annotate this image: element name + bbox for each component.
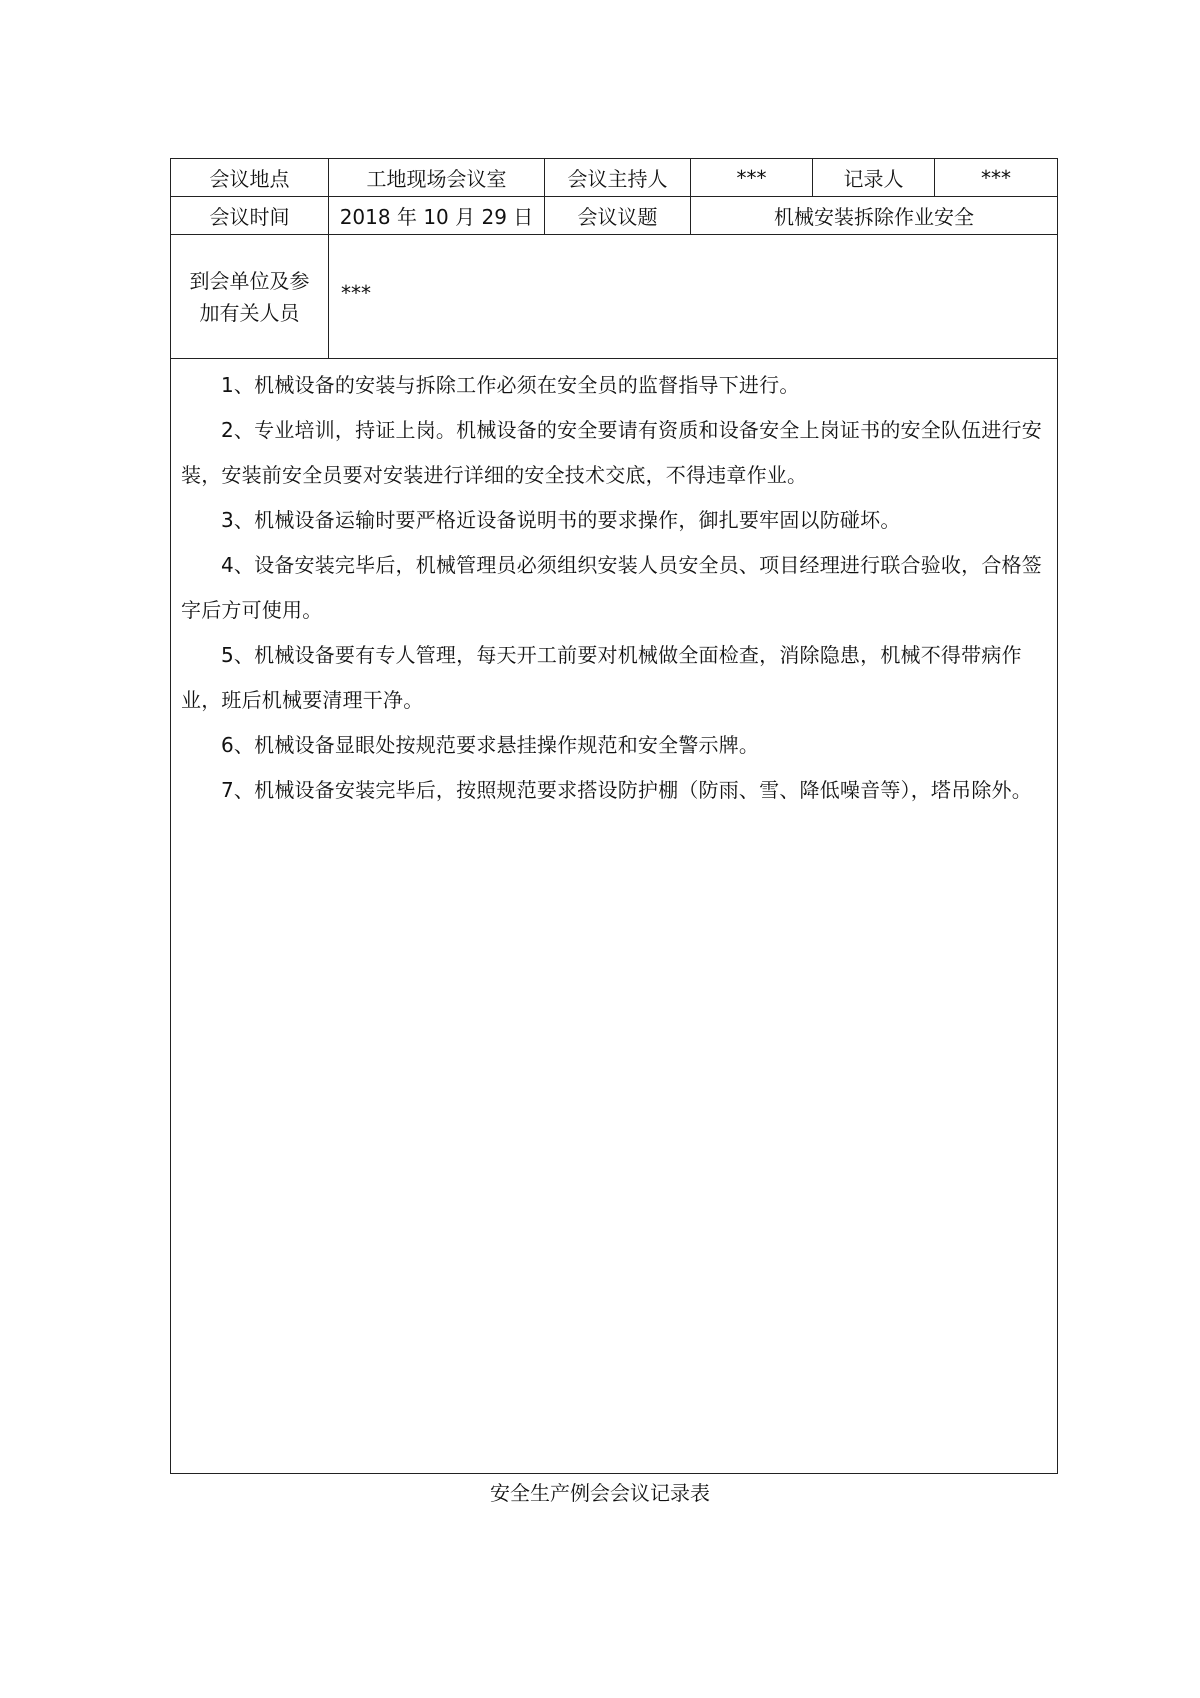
table-row-location — [171, 159, 1057, 197]
attendees-label-line1: 到会单位及参 — [189, 268, 310, 293]
time-label: 会议时间 — [171, 197, 329, 234]
content-paragraph-7: 7、机械设备安装完毕后，按照规范要求搭设防护棚（防雨、雪、降低噪音等），塔吊除外。 — [221, 778, 1032, 802]
table-caption: 安全生产例会会议记录表 — [490, 1481, 710, 1505]
content-paragraph-3: 3、机械设备运输时要严格近设备说明书的要求操作，御扎要牢固以防碰坏。 — [221, 508, 901, 532]
topic-value: 机械安装拆除作业安全 — [774, 205, 974, 229]
location-value: 工地现场会议室 — [329, 159, 545, 196]
host-label: 会议主持人 — [545, 159, 691, 196]
meeting-record-table — [170, 158, 1058, 1474]
table-row-time — [171, 197, 1057, 235]
table-row-attendees — [171, 235, 1057, 359]
location-label: 会议地点 — [171, 159, 329, 196]
content-paragraph-1: 1、机械设备的安装与拆除工作必须在安全员的监督指导下进行。 — [221, 373, 800, 397]
content-paragraph-6: 6、机械设备显眼处按规范要求悬挂操作规范和安全警示牌。 — [221, 733, 760, 757]
content-paragraph-2: 2、专业培训，持证上岗。机械设备的安全要请有资质和设备安全上岗证书的安全队伍进行安装，安装前安全员要对安装进行详细的安全技术交底，不得违章作业。 — [181, 418, 1042, 487]
recorder-label: 记录人 — [813, 159, 935, 196]
content-paragraph-5: 5、机械设备要有专人管理，每天开工前要对机械做全面检查，消除隐患，机械不得带病作业，班后机械要清理干净。 — [181, 643, 1022, 712]
attendees-value: *** — [341, 280, 371, 305]
time-value: 2018 年 10 月 29 日 — [329, 197, 545, 234]
attendees-label — [171, 235, 329, 358]
meeting-content — [171, 359, 1057, 813]
topic-label: 会议议题 — [545, 197, 691, 234]
attendees-label-line2: 加有关人员 — [199, 300, 300, 325]
recorder-value: *** — [981, 165, 1011, 190]
content-paragraph-4: 4、设备安装完毕后，机械管理员必须组织安装人员安全员、项目经理进行联合验收，合格签字后方可使用。 — [181, 553, 1042, 622]
host-value: *** — [691, 159, 813, 196]
